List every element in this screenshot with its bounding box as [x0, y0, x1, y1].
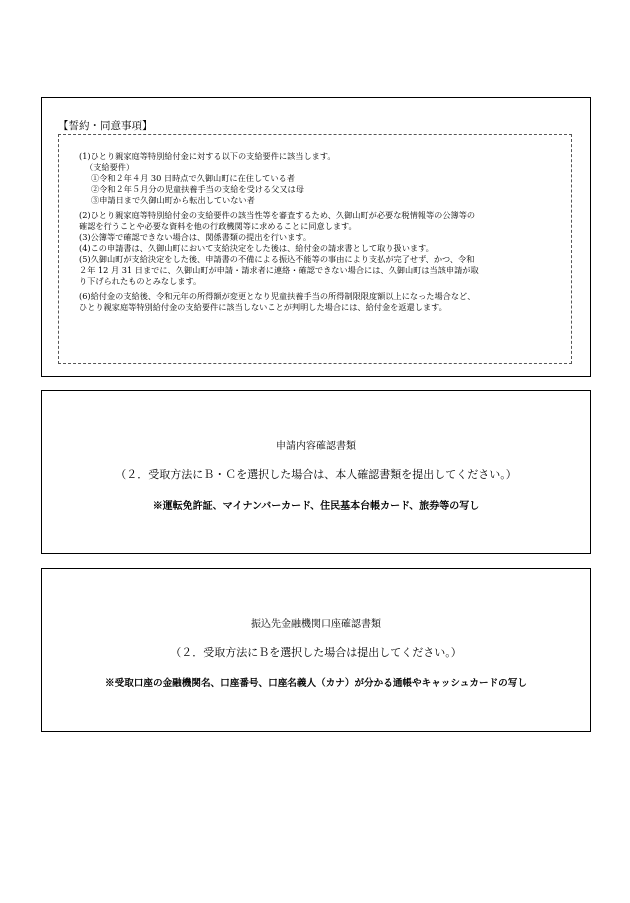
- requirement-2: ②令和２年５月分の児童扶養手当の支給を受ける父又は母: [91, 184, 304, 194]
- pledge-clauses: [79, 151, 559, 313]
- clause-6-line-2: ひとり親家庭等特別給付金の支給要件に該当しないことが判明した場合には、給付金を返還します。: [79, 302, 447, 312]
- requirement-1: ①令和２年４月 30 日時点で久御山町に在住している者: [91, 173, 295, 183]
- bank-docs-examples: ※受取口座の金融機関名、口座番号、口座名義人（カナ）が分かる通帳やキャッシュカードの写し: [105, 678, 527, 689]
- pledge-clauses-box: [58, 134, 572, 364]
- clause-4: (4)この申請書は、久御山町において支給決定をした後は、給付金の請求書として取り扱います。: [79, 243, 434, 253]
- identity-docs-section: [41, 390, 591, 554]
- clause-5-line-3: り下げられたものとみなします。: [79, 276, 202, 286]
- requirement-3: ③申請日まで久御山町から転出していない者: [91, 195, 255, 205]
- bank-docs-note: （２．受取方法にＢを選択した場合は提出してください。）: [170, 646, 462, 659]
- identity-docs-note: （２．受取方法にＢ・Ｃを選択した場合は、本人確認書類を提出してください。）: [115, 468, 517, 481]
- pledge-title: 【誓約・同意事項】: [58, 120, 153, 132]
- clause-3: (3)公簿等で確認できない場合は、関係書類の提出を行います。: [79, 232, 312, 242]
- identity-docs-title: 申請内容確認書類: [276, 441, 356, 452]
- clause-2-line-1: (2)ひとり親家庭等特別給付金の支給要件の該当性等を審査するため、久御山町が必要な税情報等の公簿等の: [79, 210, 476, 220]
- bank-docs-section: [41, 568, 591, 732]
- bank-docs-title: 振込先金融機関口座確認書類: [251, 619, 381, 630]
- clause-1: (1)ひとり親家庭等特別給付金に対する以下の支給要件に該当します。: [79, 151, 336, 161]
- clause-2-line-2: 確認を行うことや必要な資料を他の行政機関等に求めることに同意します。: [79, 221, 357, 231]
- clause-5-line-1: (5)久御山町が支給決定をした後、申請書の不備による振込不能等の事由により支払が完了せず、かつ、令和: [79, 254, 475, 264]
- requirements-label: （支給要件）: [85, 162, 135, 172]
- clause-5-line-2: ２年 12 月 31 日までに、久御山町が申請・請求者に連絡・確認できない場合には、久御山町は当該申請が取: [79, 265, 479, 275]
- pledge-section: [41, 97, 591, 377]
- clause-6-line-1: (6)給付金の支給後、令和元年の所得額が変更となり児童扶養手当の所得制限限度額以上になった場合など、: [79, 291, 476, 301]
- identity-docs-examples: ※運転免許証、マイナンバーカード、住民基本台帳カード、旅券等の写し: [152, 501, 480, 512]
